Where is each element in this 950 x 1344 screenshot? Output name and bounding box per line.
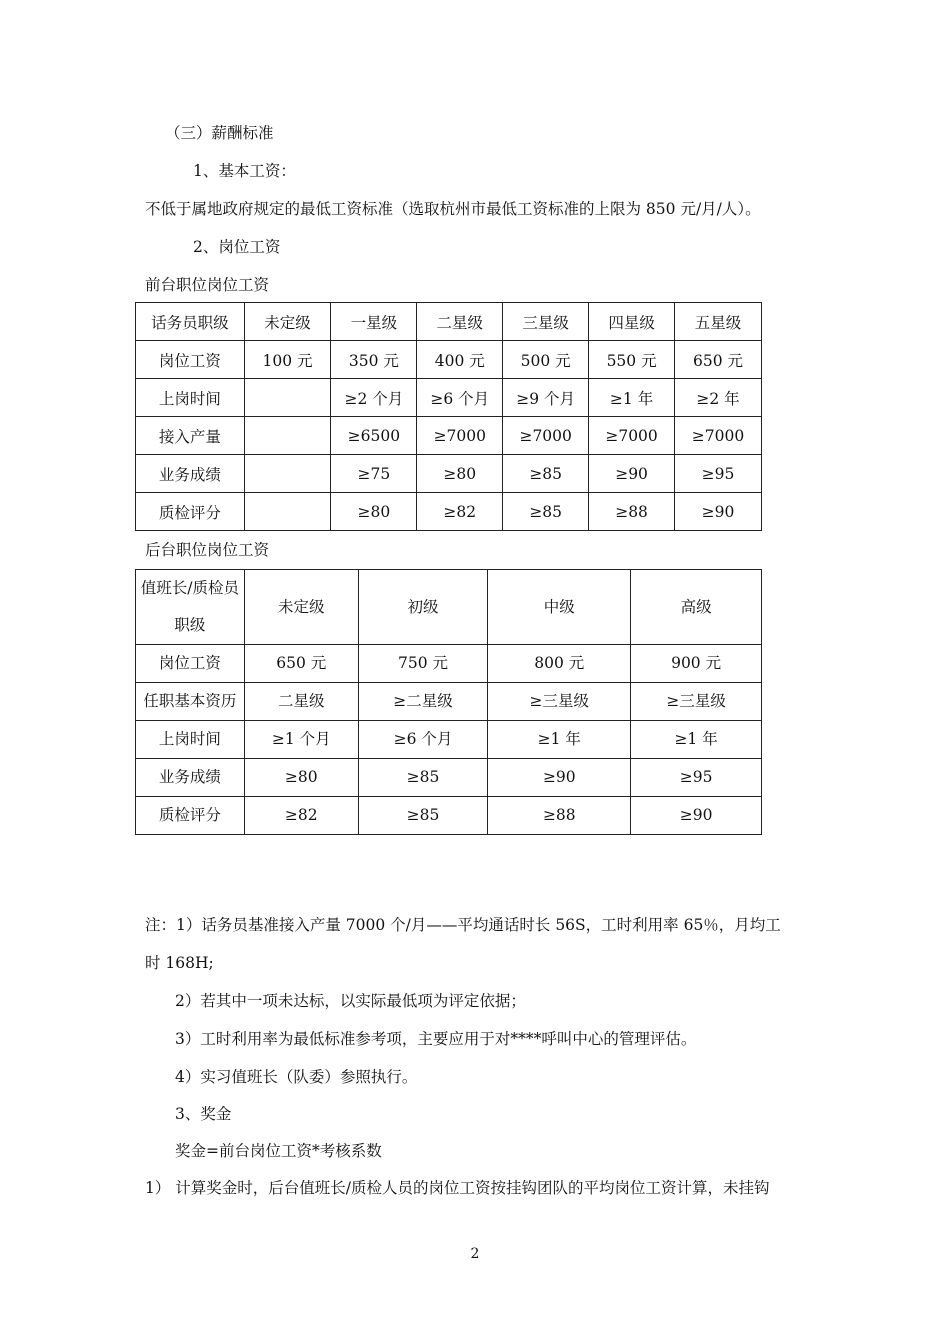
table-row bbox=[136, 455, 762, 493]
table-cell: 任职基本资历 bbox=[136, 683, 245, 721]
table-cell: 350 元 bbox=[331, 341, 417, 379]
table-cell: ≥6 个月 bbox=[417, 379, 503, 417]
table-cell bbox=[244, 455, 331, 493]
table-cell: 业务成绩 bbox=[136, 759, 245, 797]
item1-title: 1、基本工资： bbox=[193, 162, 296, 180]
table-row bbox=[136, 721, 762, 759]
note-1-line-1: 注：1）话务员基准接入产量 7000 个/月——平均通话时长 56S，工时利用率 65％，月均工 bbox=[145, 916, 781, 934]
table-cell: 接入产量 bbox=[136, 417, 245, 455]
table-cell: ≥三星级 bbox=[631, 683, 762, 721]
bonus-note: 1） 计算奖金时，后台值班长/质检人员的岗位工资按挂钩团队的平均岗位工资计算，未挂钩 bbox=[145, 1179, 770, 1197]
table-cell: ≥85 bbox=[358, 759, 488, 797]
table-header-cell: 话务员职级 bbox=[136, 303, 245, 341]
table-cell: ≥88 bbox=[589, 493, 675, 531]
table-cell: ≥7000 bbox=[675, 417, 762, 455]
note-4: 4）实习值班长（队委）参照执行。 bbox=[175, 1068, 418, 1086]
table-cell: ≥1 年 bbox=[488, 721, 631, 759]
table-cell: ≥82 bbox=[244, 797, 358, 835]
item1-text: 不低于属地政府规定的最低工资标准（选取杭州市最低工资标准的上限为 850 元/月/人）。 bbox=[145, 200, 761, 218]
table-header-cell: 初级 bbox=[358, 570, 488, 645]
table-cell: 650 元 bbox=[244, 645, 358, 683]
table-cell: ≥1 个月 bbox=[244, 721, 358, 759]
table-cell: ≥6 个月 bbox=[358, 721, 488, 759]
table-cell: 800 元 bbox=[488, 645, 631, 683]
table-header-row bbox=[136, 570, 762, 645]
table-row bbox=[136, 493, 762, 531]
table-cell: 二星级 bbox=[244, 683, 358, 721]
table-cell: 质检评分 bbox=[136, 797, 245, 835]
table-cell: 500 元 bbox=[503, 341, 589, 379]
table-cell: ≥90 bbox=[631, 797, 762, 835]
table-header-cell: 五星级 bbox=[675, 303, 762, 341]
table-cell: ≥7000 bbox=[589, 417, 675, 455]
table-cell: 上岗时间 bbox=[136, 721, 245, 759]
table-header-cell: 高级 bbox=[631, 570, 762, 645]
table-header-cell: 四星级 bbox=[589, 303, 675, 341]
note-3: 3）工时利用率为最低标准参考项，主要应用于对****呼叫中心的管理评估。 bbox=[175, 1030, 697, 1048]
table-header-cell: 三星级 bbox=[503, 303, 589, 341]
note-2: 2）若其中一项未达标，以实际最低项为评定依据； bbox=[175, 992, 526, 1010]
table-cell: ≥三星级 bbox=[488, 683, 631, 721]
bonus-formula: 奖金=前台岗位工资*考核系数 bbox=[175, 1142, 382, 1160]
table-cell: 750 元 bbox=[358, 645, 488, 683]
table-cell: 岗位工资 bbox=[136, 341, 245, 379]
table-row bbox=[136, 797, 762, 835]
table-cell: 质检评分 bbox=[136, 493, 245, 531]
table-row bbox=[136, 379, 762, 417]
front-table-caption: 前台职位岗位工资 bbox=[145, 276, 270, 294]
table-cell: ≥2 年 bbox=[675, 379, 762, 417]
table-row bbox=[136, 645, 762, 683]
table-cell: 业务成绩 bbox=[136, 455, 245, 493]
page-number: 2 bbox=[470, 1246, 480, 1262]
section-heading: （三）薪酬标准 bbox=[165, 124, 274, 142]
table-cell: 550 元 bbox=[589, 341, 675, 379]
table-header-cell: 值班长/质检员职级 bbox=[136, 570, 245, 645]
table-cell: ≥85 bbox=[503, 493, 589, 531]
table-cell: ≥9 个月 bbox=[503, 379, 589, 417]
table-cell: 岗位工资 bbox=[136, 645, 245, 683]
table-row bbox=[136, 417, 762, 455]
table-header-cell: 未定级 bbox=[244, 303, 331, 341]
table-cell: ≥90 bbox=[589, 455, 675, 493]
table-cell: 650 元 bbox=[675, 341, 762, 379]
table-cell: ≥75 bbox=[331, 455, 417, 493]
table-cell: 400 元 bbox=[417, 341, 503, 379]
back-salary-table bbox=[135, 569, 762, 835]
item3-title: 3、奖金 bbox=[175, 1105, 232, 1123]
table-cell: ≥82 bbox=[417, 493, 503, 531]
table-cell: ≥二星级 bbox=[358, 683, 488, 721]
table-cell bbox=[244, 417, 331, 455]
table-cell: ≥80 bbox=[244, 759, 358, 797]
table-cell bbox=[244, 379, 331, 417]
table-cell: ≥1 年 bbox=[631, 721, 762, 759]
table-row bbox=[136, 683, 762, 721]
table-header-cell: 一星级 bbox=[331, 303, 417, 341]
table-cell: 100 元 bbox=[244, 341, 331, 379]
back-table-caption: 后台职位岗位工资 bbox=[145, 541, 270, 559]
table-header-row bbox=[136, 303, 762, 341]
table-row bbox=[136, 759, 762, 797]
table-cell: ≥1 年 bbox=[589, 379, 675, 417]
item2-title: 2、岗位工资 bbox=[193, 238, 281, 256]
table-header-cell: 中级 bbox=[488, 570, 631, 645]
table-header-cell: 二星级 bbox=[417, 303, 503, 341]
table-cell: ≥7000 bbox=[417, 417, 503, 455]
table-cell: ≥90 bbox=[488, 759, 631, 797]
table-cell: 900 元 bbox=[631, 645, 762, 683]
table-cell: ≥88 bbox=[488, 797, 631, 835]
table-cell: ≥95 bbox=[675, 455, 762, 493]
table-cell: ≥85 bbox=[503, 455, 589, 493]
table-cell bbox=[244, 493, 331, 531]
table-header-cell: 未定级 bbox=[244, 570, 358, 645]
table-cell: ≥95 bbox=[631, 759, 762, 797]
table-cell: 上岗时间 bbox=[136, 379, 245, 417]
table-cell: ≥80 bbox=[417, 455, 503, 493]
note-1-line-2: 时 168H; bbox=[145, 954, 214, 972]
table-cell: ≥2 个月 bbox=[331, 379, 417, 417]
front-salary-table bbox=[135, 302, 762, 531]
table-cell: ≥90 bbox=[675, 493, 762, 531]
table-cell: ≥80 bbox=[331, 493, 417, 531]
table-cell: ≥7000 bbox=[503, 417, 589, 455]
table-cell: ≥85 bbox=[358, 797, 488, 835]
table-row bbox=[136, 341, 762, 379]
table-cell: ≥6500 bbox=[331, 417, 417, 455]
